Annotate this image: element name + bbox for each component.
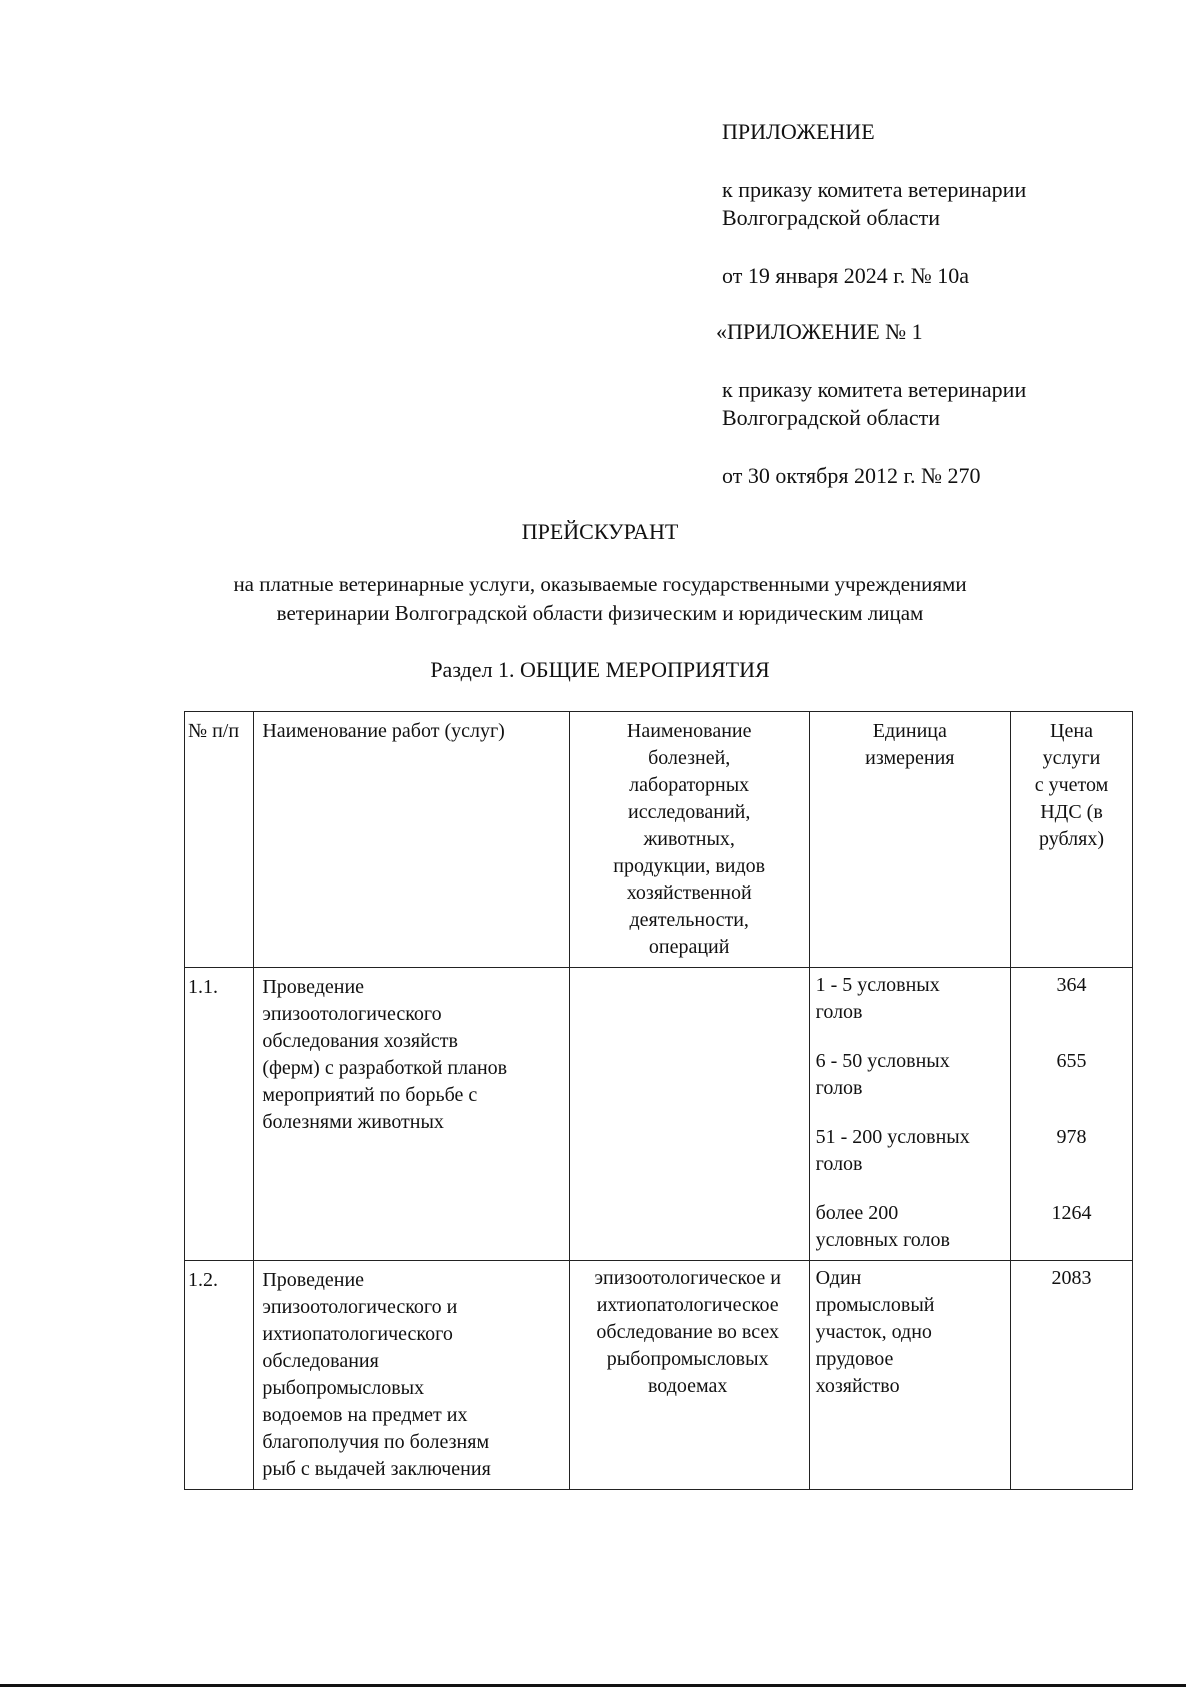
service-name-line: рыбопромысловых (262, 1377, 425, 1399)
header-num: № п/п (185, 712, 254, 968)
price-value: 364 (1056, 974, 1087, 996)
service-name-line: (ферм) с разработкой планов (262, 1057, 508, 1079)
order2-date: от 30 октября 2012 г. № 270 (722, 463, 981, 488)
row-service-name (254, 968, 569, 1261)
unit-line: голов (815, 1077, 863, 1099)
header-diseases-line: хозяйственной (626, 882, 752, 904)
header-price-line: НДС (в (1040, 801, 1103, 823)
service-name-line: обследования (262, 1350, 379, 1372)
row-service-name (254, 1261, 569, 1490)
header-diseases-line: исследований, (627, 801, 751, 823)
header-diseases-line: животных, (643, 828, 735, 850)
header-diseases-line: болезней, (648, 747, 731, 769)
service-name-line: ихтиопатологического (262, 1323, 453, 1345)
order-date: от 19 января 2024 г. № 10а (722, 263, 969, 288)
header-price-line: с учетом (1034, 774, 1109, 796)
service-name-line: Проведение (262, 976, 365, 998)
subtitle-line-1: на платные ветеринарные услуги, оказываемые государственными учреждениями (233, 572, 967, 596)
unit-line: хозяйство (815, 1375, 900, 1397)
unit-line: 1 - 5 условных (815, 974, 940, 996)
diseases-line: рыбопромысловых (606, 1348, 769, 1370)
price-value: 978 (1056, 1126, 1087, 1148)
diseases-line: ихтиопатологическое (596, 1294, 779, 1316)
row-units (809, 1261, 1010, 1490)
header-unit (809, 712, 1010, 968)
row-units (809, 968, 1010, 1261)
unit-line: голов (815, 1001, 863, 1023)
unit-entry (816, 1124, 1004, 1200)
service-name-line: обследования хозяйств (262, 1030, 458, 1052)
row-diseases (569, 968, 809, 1261)
page-bottom-rule (0, 1684, 1186, 1687)
section-heading: Раздел 1. ОБЩИЕ МЕРОПРИЯТИЯ (430, 657, 770, 682)
table-header-row (185, 712, 1133, 968)
row-num: 1.2. (185, 1261, 254, 1490)
service-name-line: благополучия по болезням (262, 1431, 490, 1453)
header-diseases-line: операций (648, 936, 730, 958)
unit-line: промысловый (815, 1294, 935, 1316)
price-value: 1264 (1051, 1202, 1092, 1224)
service-name-line: эпизоотологического и (262, 1296, 458, 1318)
header-diseases-line: Наименование (626, 720, 752, 742)
table-row (185, 1261, 1133, 1490)
order-reference-line1: к приказу комитета ветеринарии (722, 177, 1027, 202)
service-name-line: эпизоотологического (262, 1003, 442, 1025)
service-name-line: рыб с выдачей заключения (262, 1458, 491, 1480)
unit-entry (816, 1048, 1004, 1124)
price-value: 655 (1056, 1050, 1087, 1072)
unit-line: Один (815, 1267, 862, 1289)
header-diseases-line: продукции, видов (613, 855, 766, 877)
diseases-line: обследование во всех (596, 1321, 779, 1343)
service-name-line: водоемов на предмет их (262, 1404, 468, 1426)
row-prices (1011, 1261, 1133, 1490)
unit-line: 6 - 50 условных (815, 1050, 950, 1072)
price-table (184, 711, 1133, 1490)
unit-line: участок, одно (815, 1321, 932, 1343)
appendix-label: ПРИЛОЖЕНИЕ (722, 119, 875, 144)
order2-reference-line2: Волгоградской области (722, 405, 940, 430)
document-title: ПРЕЙСКУРАНТ (521, 519, 679, 544)
order-reference-line2: Волгоградской области (722, 205, 940, 230)
row-prices (1011, 968, 1133, 1261)
unit-line: более 200 (815, 1202, 899, 1224)
unit-line: голов (815, 1153, 863, 1175)
price-value: 2083 (1051, 1267, 1092, 1289)
unit-line: прудовое (815, 1348, 894, 1370)
service-name-line: Проведение (262, 1269, 365, 1291)
header-name: Наименование работ (услуг) (254, 712, 569, 968)
unit-line: условных голов (815, 1229, 950, 1251)
header-unit-line: измерения (865, 747, 955, 769)
unit-line: 51 - 200 условных (815, 1126, 970, 1148)
header-diseases (569, 712, 809, 968)
header-price-line: рублях) (1039, 828, 1104, 850)
header-price-line: услуги (1042, 747, 1101, 769)
header-price (1011, 712, 1133, 968)
header-diseases-line: деятельности, (629, 909, 749, 931)
service-name-line: мероприятий по борьбе с (262, 1084, 478, 1106)
service-name-line: болезнями животных (262, 1111, 444, 1133)
header-unit-line: Единица (872, 720, 947, 742)
unit-entry (816, 972, 1004, 1048)
diseases-line: эпизоотологическое и (594, 1267, 781, 1289)
diseases-line: водоемах (647, 1375, 728, 1397)
header-diseases-line: лабораторных (629, 774, 750, 796)
appendix-1-label: «ПРИЛОЖЕНИЕ № 1 (716, 319, 923, 344)
row-num: 1.1. (185, 968, 254, 1261)
table-row (185, 968, 1133, 1261)
row-diseases (569, 1261, 809, 1490)
document-subtitle (0, 570, 1200, 628)
order2-reference-line1: к приказу комитета ветеринарии (722, 377, 1027, 402)
unit-entry (816, 1200, 1004, 1254)
header-price-line: Цена (1050, 720, 1093, 742)
subtitle-line-2: ветеринарии Волгоградской области физическим и юридическим лицам (276, 601, 924, 625)
